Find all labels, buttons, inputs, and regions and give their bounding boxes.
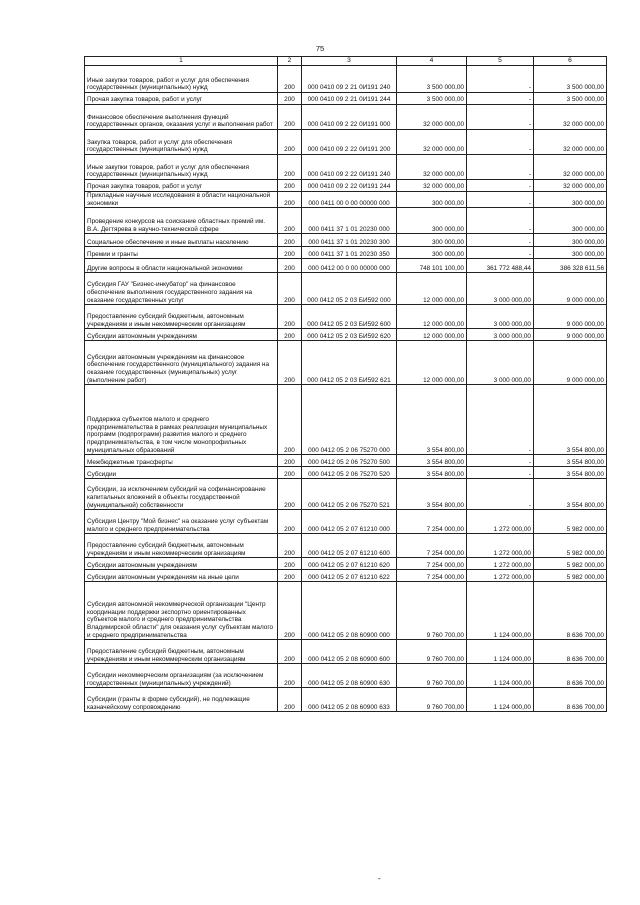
table-row — [85, 341, 607, 385]
row-approved-cell: 300 000,00 — [397, 192, 467, 208]
row-remainder-cell: 9 000 000,00 — [534, 329, 607, 341]
row-remainder-cell: 3 554 800,00 — [534, 455, 607, 467]
row-name-cell: Субсидии — [85, 467, 278, 479]
row-executed-cell: - — [467, 93, 534, 105]
table-row — [85, 385, 607, 455]
row-code-cell: 000 0410 09 2 21 0И191 240 — [302, 66, 397, 93]
table-row — [85, 479, 607, 510]
row-name-cell: Субсидия ГАУ "Бизнес-инкубатор" на финансовое обеспечение выполнения государственного задания на оказание государственных услуг — [85, 273, 278, 305]
footer-mark: - — [378, 874, 381, 883]
table-row — [85, 688, 607, 712]
row-executed-cell: - — [467, 385, 534, 455]
row-remainder-cell: 3 554 800,00 — [534, 479, 607, 510]
row-remainder-cell: 386 328 611,56 — [534, 259, 607, 273]
column-header: 5 — [467, 57, 534, 66]
row-code-cell: 000 0412 05 2 07 61210 620 — [302, 558, 397, 570]
row-remainder-cell: 300 000,00 — [534, 247, 607, 259]
row-remainder-cell: 8 636 700,00 — [534, 582, 607, 640]
row-approved-cell: 300 000,00 — [397, 234, 467, 247]
row-remainder-cell: 32 000 000,00 — [534, 130, 607, 155]
row-executed-cell: 1 272 000,00 — [467, 570, 534, 582]
table-row — [85, 273, 607, 305]
column-header: 3 — [302, 57, 397, 66]
row-executed-cell: 1 272 000,00 — [467, 510, 534, 534]
table-row — [85, 305, 607, 329]
row-name-cell: Субсидия автономной некоммерческой организации "Центр координации поддержки экспортно ориентированных субъектов малого и среднего предпринимательства Владимирской области" для оказания услуг субъектам малого и среднего предпринимательства — [85, 582, 278, 640]
table-row — [85, 66, 607, 93]
row-grbs-cell: 200 — [278, 130, 302, 155]
row-remainder-cell: 8 636 700,00 — [534, 688, 607, 712]
row-approved-cell: 3 500 000,00 — [397, 66, 467, 93]
row-remainder-cell: 9 000 000,00 — [534, 305, 607, 329]
row-name-cell: Иные закупки товаров, работ и услуг для обеспечения государственных (муниципальных) нужд — [85, 66, 278, 93]
row-code-cell: 000 0412 05 2 08 60900 000 — [302, 582, 397, 640]
row-name-cell: Предоставление субсидий бюджетным, автономным учреждениям и иным некоммерческим организациям — [85, 534, 278, 558]
row-executed-cell: - — [467, 155, 534, 180]
row-name-cell: Субсидии автономным учреждениям на иные цели — [85, 570, 278, 582]
row-grbs-cell: 200 — [278, 558, 302, 570]
table-row — [85, 329, 607, 341]
row-grbs-cell: 200 — [278, 455, 302, 467]
row-name-cell: Прочая закупка товаров, работ и услуг — [85, 180, 278, 192]
row-executed-cell: 1 272 000,00 — [467, 534, 534, 558]
table-row — [85, 247, 607, 259]
row-name-cell: Другие вопросы в области национальной экономики — [85, 259, 278, 273]
row-code-cell: 000 0410 09 2 22 0И191 240 — [302, 155, 397, 180]
row-name-cell: Субсидия Центру "Мой бизнес" на оказание услуг субъектам малого и среднего предпринимательства — [85, 510, 278, 534]
row-grbs-cell: 200 — [278, 66, 302, 93]
table-row — [85, 234, 607, 247]
row-approved-cell: 3 554 800,00 — [397, 467, 467, 479]
row-grbs-cell: 200 — [278, 467, 302, 479]
row-executed-cell: - — [467, 479, 534, 510]
row-code-cell: 000 0412 05 2 06 75270 000 — [302, 385, 397, 455]
row-name-cell: Предоставление субсидий бюджетным, автономным учреждениям и иным некоммерческим организациям — [85, 305, 278, 329]
row-approved-cell: 3 554 800,00 — [397, 385, 467, 455]
row-code-cell: 000 0411 37 1 01 20230 000 — [302, 208, 397, 234]
row-approved-cell: 3 554 800,00 — [397, 455, 467, 467]
row-name-cell: Субсидии автономным учреждениям — [85, 558, 278, 570]
row-approved-cell: 9 760 700,00 — [397, 664, 467, 688]
row-remainder-cell: 5 982 000,00 — [534, 570, 607, 582]
row-grbs-cell: 200 — [278, 688, 302, 712]
table-row — [85, 570, 607, 582]
table-row — [85, 155, 607, 180]
row-executed-cell: 3 000 000,00 — [467, 273, 534, 305]
page-number: 75 — [315, 44, 325, 53]
row-name-cell: Финансовое обеспечение выполнения функций государственных органов, оказания услуг и выполнения работ — [85, 105, 278, 130]
row-name-cell: Прикладные научные исследования в области национальной экономики — [85, 192, 278, 208]
row-remainder-cell: 3 554 800,00 — [534, 467, 607, 479]
row-grbs-cell: 200 — [278, 341, 302, 385]
row-executed-cell: 361 772 488,44 — [467, 259, 534, 273]
row-approved-cell: 9 760 700,00 — [397, 688, 467, 712]
table-row — [85, 534, 607, 558]
row-approved-cell: 3 554 800,00 — [397, 479, 467, 510]
row-grbs-cell: 200 — [278, 259, 302, 273]
row-grbs-cell: 200 — [278, 208, 302, 234]
row-code-cell: 000 0412 05 2 08 60900 630 — [302, 664, 397, 688]
row-executed-cell: 1 124 000,00 — [467, 688, 534, 712]
row-code-cell: 000 0412 05 2 06 75270 520 — [302, 467, 397, 479]
row-grbs-cell: 200 — [278, 479, 302, 510]
row-executed-cell: 3 000 000,00 — [467, 329, 534, 341]
table-row — [85, 259, 607, 273]
row-remainder-cell: 32 000 000,00 — [534, 155, 607, 180]
row-code-cell: 000 0410 09 2 22 0И191 000 — [302, 105, 397, 130]
row-grbs-cell: 200 — [278, 582, 302, 640]
row-remainder-cell: 300 000,00 — [534, 208, 607, 234]
row-approved-cell: 7 254 000,00 — [397, 534, 467, 558]
row-executed-cell: - — [467, 105, 534, 130]
row-name-cell: Субсидии, за исключением субсидий на софинансирование капитальных вложений в объекты государственной (муниципальной) собственности — [85, 479, 278, 510]
row-grbs-cell: 200 — [278, 247, 302, 259]
row-executed-cell: - — [467, 130, 534, 155]
row-code-cell: 000 0412 05 2 03 БИ592 620 — [302, 329, 397, 341]
row-executed-cell: 1 124 000,00 — [467, 640, 534, 664]
column-header: 6 — [534, 57, 607, 66]
row-grbs-cell: 200 — [278, 273, 302, 305]
row-grbs-cell: 200 — [278, 640, 302, 664]
row-remainder-cell: 300 000,00 — [534, 192, 607, 208]
row-grbs-cell: 200 — [278, 155, 302, 180]
row-executed-cell: - — [467, 467, 534, 479]
row-remainder-cell: 300 000,00 — [534, 234, 607, 247]
table-row — [85, 105, 607, 130]
row-code-cell: 000 0412 05 2 03 БИ592 000 — [302, 273, 397, 305]
row-code-cell: 000 0411 00 0 00 00000 000 — [302, 192, 397, 208]
row-code-cell: 000 0412 05 2 03 БИ592 621 — [302, 341, 397, 385]
row-remainder-cell: 5 982 000,00 — [534, 558, 607, 570]
row-remainder-cell: 3 554 800,00 — [534, 385, 607, 455]
row-code-cell: 000 0412 05 2 08 60900 633 — [302, 688, 397, 712]
table-row — [85, 467, 607, 479]
row-grbs-cell: 200 — [278, 329, 302, 341]
row-approved-cell: 32 000 000,00 — [397, 180, 467, 192]
row-executed-cell: - — [467, 247, 534, 259]
row-remainder-cell: 3 500 000,00 — [534, 66, 607, 93]
row-approved-cell: 3 500 000,00 — [397, 93, 467, 105]
row-grbs-cell: 200 — [278, 105, 302, 130]
table-header-row — [85, 57, 607, 66]
row-name-cell: Предоставление субсидий бюджетным, автономным учреждениям и иным некоммерческим организациям — [85, 640, 278, 664]
row-executed-cell: - — [467, 192, 534, 208]
row-grbs-cell: 200 — [278, 570, 302, 582]
row-remainder-cell: 3 500 000,00 — [534, 93, 607, 105]
row-approved-cell: 748 101 100,00 — [397, 259, 467, 273]
row-executed-cell: - — [467, 455, 534, 467]
row-grbs-cell: 200 — [278, 510, 302, 534]
row-approved-cell: 9 760 700,00 — [397, 640, 467, 664]
row-code-cell: 000 0412 05 2 07 61210 000 — [302, 510, 397, 534]
row-executed-cell: - — [467, 180, 534, 192]
row-name-cell: Закупка товаров, работ и услуг для обеспечения государственных (муниципальных) нужд — [85, 130, 278, 155]
row-approved-cell: 32 000 000,00 — [397, 155, 467, 180]
row-approved-cell: 300 000,00 — [397, 247, 467, 259]
row-executed-cell: - — [467, 208, 534, 234]
row-code-cell: 000 0412 05 2 06 75270 500 — [302, 455, 397, 467]
row-approved-cell: 12 000 000,00 — [397, 341, 467, 385]
row-executed-cell: 3 000 000,00 — [467, 341, 534, 385]
row-approved-cell: 12 000 000,00 — [397, 329, 467, 341]
row-name-cell: Прочая закупка товаров, работ и услуг — [85, 93, 278, 105]
row-remainder-cell: 32 000 000,00 — [534, 105, 607, 130]
row-executed-cell: 3 000 000,00 — [467, 305, 534, 329]
table-row — [85, 455, 607, 467]
column-header: 2 — [278, 57, 302, 66]
row-name-cell: Субсидии (гранты в форме субсидий), не подлежащие казначейскому сопровождению — [85, 688, 278, 712]
table-row — [85, 180, 607, 192]
table-row — [85, 664, 607, 688]
row-name-cell: Субсидии автономным учреждениям — [85, 329, 278, 341]
row-code-cell: 000 0412 05 2 08 60900 600 — [302, 640, 397, 664]
row-approved-cell: 32 000 000,00 — [397, 105, 467, 130]
row-code-cell: 000 0411 37 1 01 20230 350 — [302, 247, 397, 259]
row-remainder-cell: 9 000 000,00 — [534, 341, 607, 385]
row-grbs-cell: 200 — [278, 93, 302, 105]
row-grbs-cell: 200 — [278, 180, 302, 192]
row-executed-cell: 1 124 000,00 — [467, 664, 534, 688]
row-code-cell: 000 0411 37 1 01 20230 300 — [302, 234, 397, 247]
row-code-cell: 000 0412 00 0 00 00000 000 — [302, 259, 397, 273]
table-row — [85, 558, 607, 570]
row-code-cell: 000 0412 05 2 06 75270 521 — [302, 479, 397, 510]
table-row — [85, 192, 607, 208]
row-name-cell: Межбюджетные трансферты — [85, 455, 278, 467]
row-executed-cell: - — [467, 66, 534, 93]
row-code-cell: 000 0412 05 2 07 61210 622 — [302, 570, 397, 582]
row-grbs-cell: 200 — [278, 664, 302, 688]
row-code-cell: 000 0412 05 2 07 61210 600 — [302, 534, 397, 558]
row-remainder-cell: 32 000 000,00 — [534, 180, 607, 192]
row-remainder-cell: 5 982 000,00 — [534, 510, 607, 534]
table-row — [85, 130, 607, 155]
table-row — [85, 510, 607, 534]
row-approved-cell: 12 000 000,00 — [397, 273, 467, 305]
row-code-cell: 000 0410 09 2 22 0И191 244 — [302, 180, 397, 192]
table-row — [85, 93, 607, 105]
row-approved-cell: 9 760 700,00 — [397, 582, 467, 640]
row-code-cell: 000 0410 09 2 22 0И191 200 — [302, 130, 397, 155]
row-name-cell: Поддержка субъектов малого и среднего предпринимательства в рамках реализации муниципальных программ (подпрограмм) развития малого и среднего предпринимательства, в том числе монопрофильных муниципальных образований — [85, 385, 278, 455]
row-name-cell: Субсидии автономным учреждениям на финансовое обеспечение государственного (муниципального) задания на оказание государственных (муниципальных) услуг (выполнение работ) — [85, 341, 278, 385]
row-code-cell: 000 0410 09 2 21 0И191 244 — [302, 93, 397, 105]
row-approved-cell: 12 000 000,00 — [397, 305, 467, 329]
row-approved-cell: 7 254 000,00 — [397, 510, 467, 534]
row-name-cell: Проведение конкурсов на соискание областных премий им. В.А. Дегтярева в научно-технической сфере — [85, 208, 278, 234]
row-grbs-cell: 200 — [278, 534, 302, 558]
row-approved-cell: 7 254 000,00 — [397, 570, 467, 582]
row-approved-cell: 300 000,00 — [397, 208, 467, 234]
column-header: 1 — [85, 57, 278, 66]
row-grbs-cell: 200 — [278, 305, 302, 329]
row-approved-cell: 7 254 000,00 — [397, 558, 467, 570]
row-code-cell: 000 0412 05 2 03 БИ592 600 — [302, 305, 397, 329]
row-executed-cell: 1 124 000,00 — [467, 582, 534, 640]
row-name-cell: Премии и гранты — [85, 247, 278, 259]
column-header: 4 — [397, 57, 467, 66]
budget-table — [84, 56, 607, 712]
row-remainder-cell: 8 636 700,00 — [534, 664, 607, 688]
row-remainder-cell: 8 636 700,00 — [534, 640, 607, 664]
row-grbs-cell: 200 — [278, 192, 302, 208]
row-name-cell: Иные закупки товаров, работ и услуг для обеспечения государственных (муниципальных) нужд — [85, 155, 278, 180]
row-grbs-cell: 200 — [278, 385, 302, 455]
row-remainder-cell: 9 000 000,00 — [534, 273, 607, 305]
table-row — [85, 208, 607, 234]
row-executed-cell: 1 272 000,00 — [467, 558, 534, 570]
row-grbs-cell: 200 — [278, 234, 302, 247]
row-name-cell: Субсидии некоммерческим организациям (за исключением государственных (муниципальных) учреждений) — [85, 664, 278, 688]
table-body — [85, 66, 607, 712]
row-approved-cell: 32 000 000,00 — [397, 130, 467, 155]
row-executed-cell: - — [467, 234, 534, 247]
table-row — [85, 582, 607, 640]
row-remainder-cell: 5 982 000,00 — [534, 534, 607, 558]
row-name-cell: Социальное обеспечение и иные выплаты населению — [85, 234, 278, 247]
table-row — [85, 640, 607, 664]
